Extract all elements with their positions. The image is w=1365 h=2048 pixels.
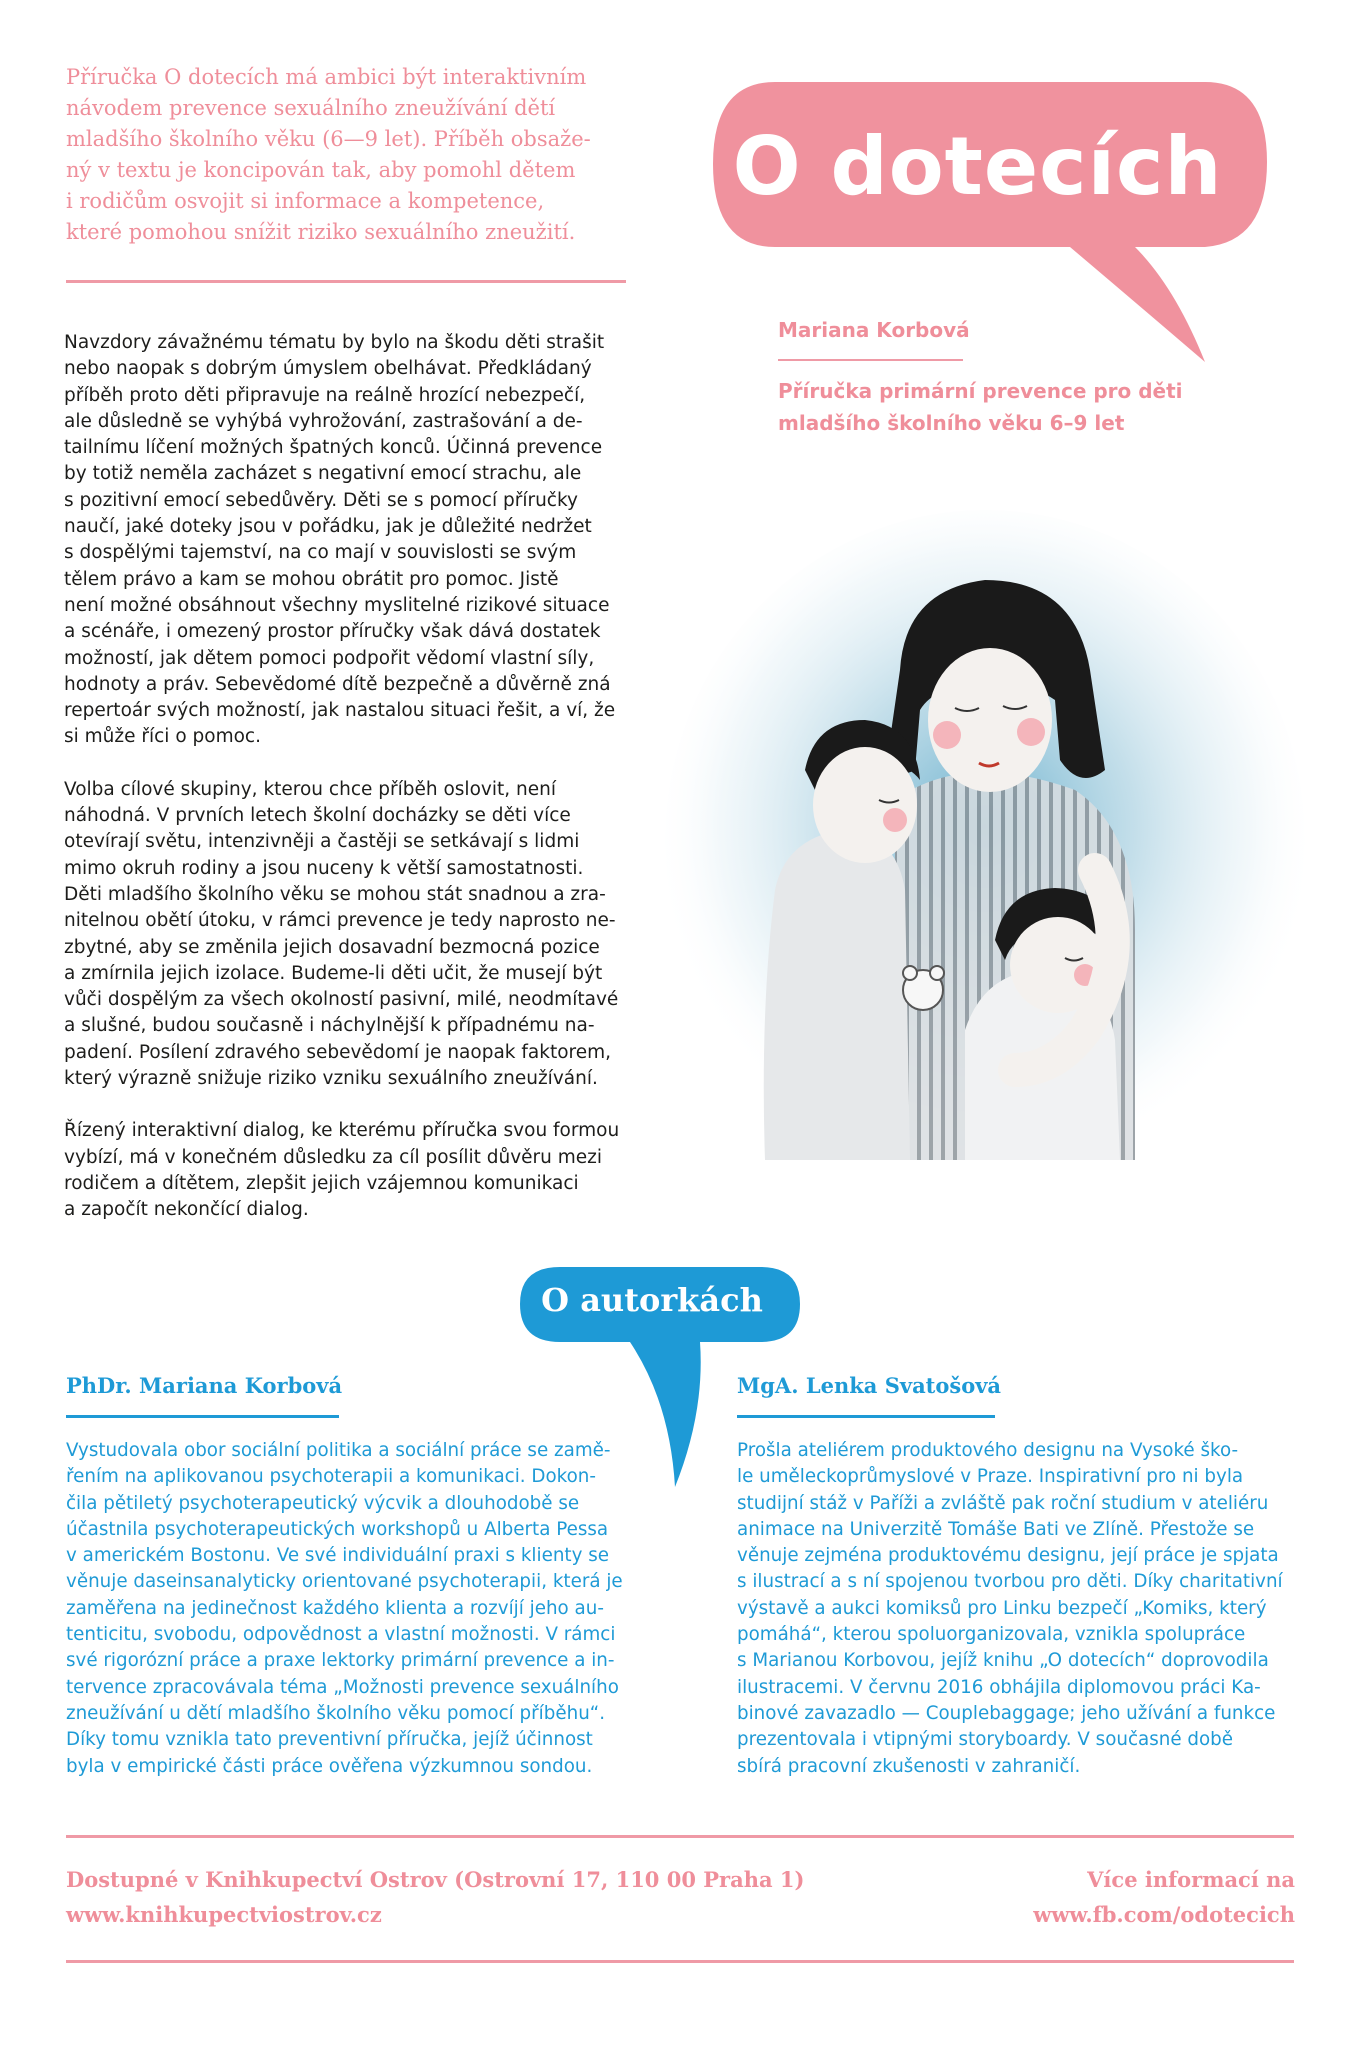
author-name: Mariana Korbová bbox=[778, 318, 970, 342]
author-2-name: MgA. Lenka Svatošová bbox=[737, 1373, 1002, 1398]
footer-bottom-divider bbox=[66, 1960, 1294, 1963]
family-hug-illustration bbox=[665, 470, 1305, 1170]
author-divider bbox=[778, 359, 963, 361]
body-paragraph: Řízený interaktivní dialog, ke kterému příručka svou formou vybízí, má v konečném důsledku za cíl posílit důvěru mezi rodičem a dítětem, zlepšit jejich vzájemnou komunikaci a započít nekončící dialog. bbox=[64, 1120, 620, 1221]
body-paragraph: Navzdory závažnému tématu by bylo na škodu děti strašit nebo naopak s dobrým úmyslem obelhávat. Předkládaný příběh proto děti připravuje na reálně hrozící nebezpečí, ale důsledně se vyhýbá vyhrožování, zastrašování a de- tailnímu líčení možných špatných konců. Účinná prevence by totiž neměla zacházet s negativní emocí strachu, ale s pozitivní emocí sebedůvěry. Děti se s pomocí příručky naučí, jaké doteky jsou v pořádku, jak je důležité nedržet s dospělými tajemství, na co mají v souvislosti se svým tělem právo a kam se mohou obrátit pro pomoc. Jistě není možné obsáhnout všechny myslitelné rizikové situace a scénáře, i omezený prostor příručky však dává dostatek možností, jak dětem pomoci podpořit vědomí vlastní síly, hodnoty a práv. Sebevědomé dítě bezpečně a důvěrně zná repertoár svých možností, jak nastalou situaci řešit, a ví, že si může říci o pomoc. bbox=[64, 332, 616, 748]
footer-top-divider bbox=[66, 1835, 1294, 1838]
footer-availability: Dostupné v Knihkupectví Ostrov (Ostrovní 17, 110 00 Praha 1) www.knihkupectviostrov.cz bbox=[66, 1867, 805, 1927]
author-2-bio: Prošla ateliérem produktového designu na Vysoké ško- le uměleckoprůmyslové v Praze. Inspirativní pro ni byla studijní stáž v Paříži a zvláště pak roční studium v ateliéru animace na Univerzitě Tomáše Bati ve Zlíně. Přestože se věnuje zejména produktovému designu, její práce je spjata s ilustrací a s ní spojenou tvorbou pro děti. Díky charitativní výstavě a aukci komiksů pro Linku bezpečí „Komiks, který pomáhá“, kterou spoluorganizovala, vznikla spolupráce s Marianou Korbovou, jejíž knihu „O dotecích“ doprovodila ilustracemi. V červnu 2016 obhájila diplomovou práci Ka- binové zavazadlo — Couplebaggage; jeho užívání a funkce prezentovala i vtipnými storyboardy. V současné době sbírá pracovní zkušenosti v zahraničí. bbox=[737, 1440, 1283, 1777]
page-title: O dotecích bbox=[732, 120, 1223, 213]
author-2-divider bbox=[737, 1415, 995, 1418]
intro-paragraph: Příručka O dotecích má ambici být interaktivním návodem prevence sexuálního zneužívání dětí mladšího školního věku (6—9 let). Příběh obsaže- ný v textu je koncipován tak, aby pomohl dětem i rodičům osvojit si informace a kompetence, které pomohou snížit riziko sexuálního zneužití. bbox=[66, 65, 591, 244]
intro-divider bbox=[66, 280, 626, 283]
body-paragraph: Volba cílové skupiny, kterou chce příběh oslovit, není náhodná. V prvních letech školní docházky se děti více otevírají světu, intenzivněji a častěji se setkávají s lidmi mimo okruh rodiny a jsou nuceny k větší samostatnosti. Děti mladšího školního věku se mohou stát snadnou a zra- nitelnou obětí útoku, v rámci prevence je tedy naprosto ne- zbytné, aby se změnila jejich dosavadní bezmocná pozice a zmírnila jejich izolace. Budeme-li děti učit, že musejí být vůči dospělým za všech okolností pasivní, milé, neodmítavé a slušné, budou současně i náchylnější k případnému na- padení. Posílení zdravého sebevědomí je naopak faktorem, který výrazně snižuje riziko vzniku sexuálního zneužívání. bbox=[64, 778, 619, 1090]
authors-heading: O autorkách bbox=[541, 1281, 763, 1319]
author-1-name: PhDr. Mariana Korbová bbox=[66, 1373, 343, 1398]
main-text bbox=[64, 330, 624, 1250]
book-subtitle: Příručka primární prevence pro děti mladšího školního věku 6–9 let bbox=[778, 379, 1183, 435]
author-1-bio: Vystudovala obor sociální politika a sociální práce se zamě- řením na aplikovanou psychoterapii a komunikaci. Dokon- čila pětiletý psychoterapeutický výcvik a dlouhodobě se účastnila psychoterapeutických workshopů u Alberta Pessa v americkém Bostonu. Ve své individuální praxi s klienty se věnuje daseinsanalyticky orientované psychoterapii, která je zaměřena na jedinečnost každého klienta a rozvíjí jeho au- tenticitu, svobodu, odpovědnost a vlastní možnosti. V rámci své rigorózní práce a praxe lektorky primární prevence a in- tervence zpracovávala téma „Možnosti prevence sexuálního zneužívání u dětí mladšího školního věku pomocí příběhu“. Díky tomu vznikla tato preventivní příručka, jejíž účinnost byla v empirické části práce ověřena výzkumnou sondou. bbox=[66, 1440, 623, 1777]
footer-more-info: Více informací na www.fb.com/odotecich bbox=[1033, 1867, 1295, 1927]
author-1-divider bbox=[66, 1415, 339, 1418]
